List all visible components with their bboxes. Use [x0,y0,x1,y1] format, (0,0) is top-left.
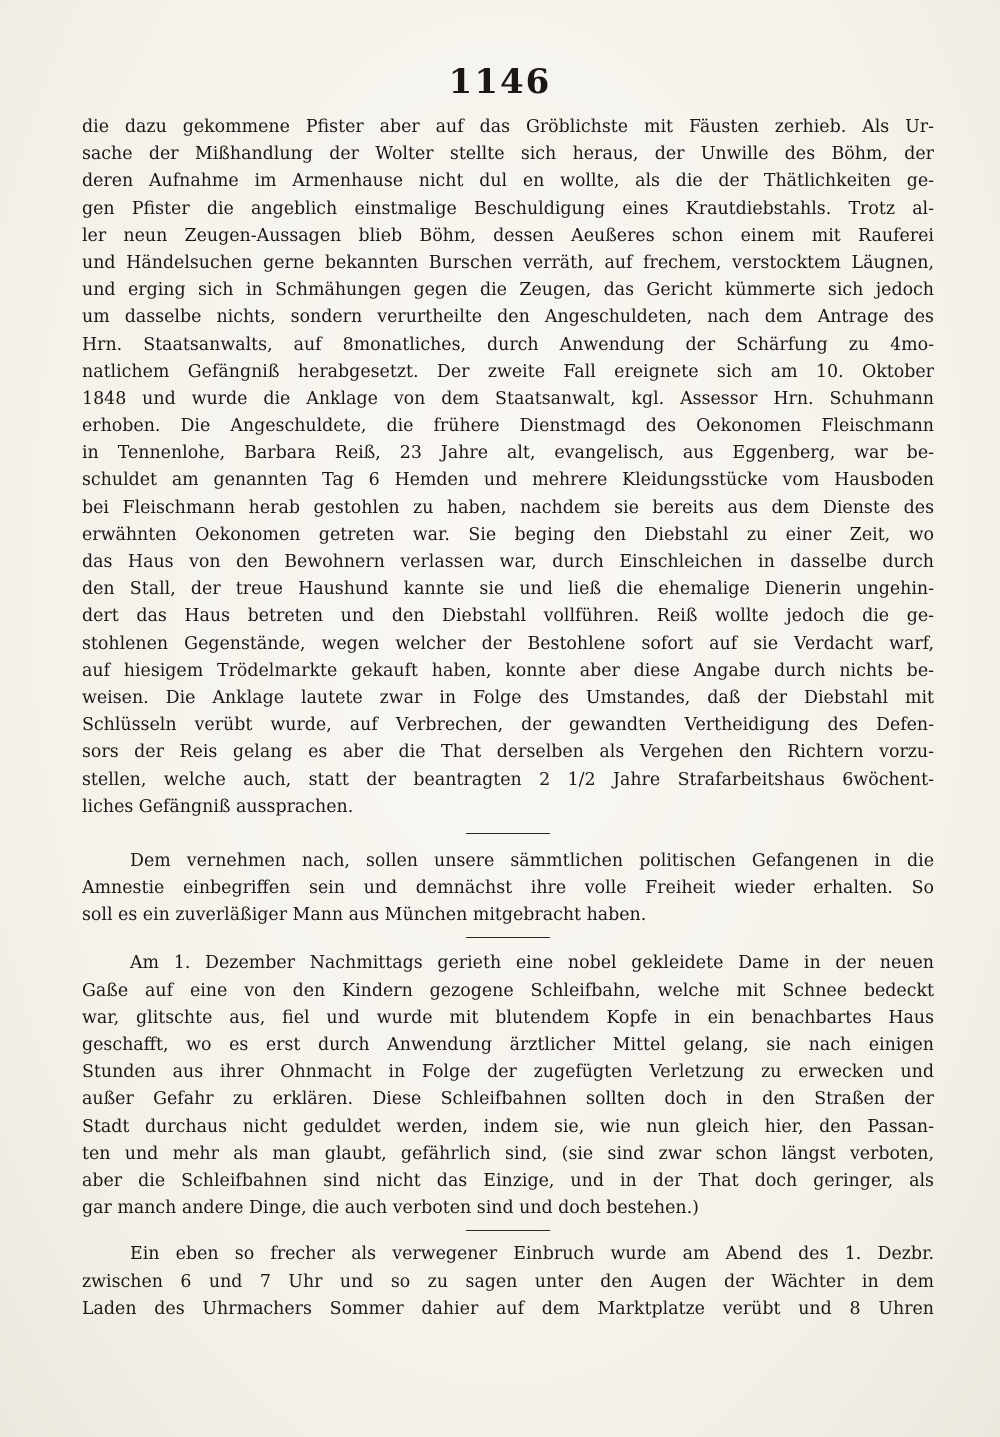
text-line: Hrn. Staatsanwalts, auf 8monatliches, durch Anwendung der Schärfung zu 4mo- [82,334,934,355]
section-divider [466,833,550,834]
text-line: und erging sich in Schmähungen gegen die Zeugen, das Gericht kümmerte sich jedoch [82,280,934,301]
paragraph-court-report [82,114,934,821]
text-line: Amnestie einbegriffen sein und demnächst ihre volle Freiheit wieder erhalten. So [82,878,934,899]
text-line: Ein eben so frecher als verwegener Einbruch wurde am Abend des 1. Dezbr. [130,1244,934,1265]
text-line: Laden des Uhrmachers Sommer dahier auf dem Marktplatze verübt und 8 Uhren [82,1298,934,1319]
text-line: erwähnten Oekonomen getreten war. Sie beging den Diebstahl zu einer Zeit, wo [82,524,934,545]
text-line: schuldet am genannten Tag 6 Hemden und mehrere Kleidungsstücke vom Hausboden [82,470,934,491]
text-line: 1848 und wurde die Anklage von dem Staatsanwalt, kgl. Assessor Hrn. Schuhmann [82,388,934,409]
text-line: dert das Haus betreten und den Diebstahl vollführen. Reiß wollte jedoch die ge- [82,606,934,627]
text-line: das Haus von den Bewohnern verlassen war, durch Einschleichen in dasselbe durch [82,552,934,572]
text-line: den Stall, der treue Haushund kannte sie und ließ die ehemalige Dienerin ungehin- [82,579,934,600]
text-line: Stadt durchaus nicht geduldet werden, indem sie, wie nun gleich hier, den Passan- [82,1116,934,1137]
text-line: in Tennenlohe, Barbara Reiß, 23 Jahre alt, evangelisch, aus Eggenberg, war be- [82,443,934,464]
text-line: weisen. Die Anklage lautete zwar in Folge des Umstandes, daß der Diebstahl mit [82,687,934,708]
text-line: auf hiesigem Trödelmarkte gekauft haben, konnte aber diese Angabe durch nichts be- [82,660,934,681]
text-line: ten und mehr als man glaubt, gefährlich sind, (sie sind zwar schon längst verboten, [82,1143,934,1164]
text-line: war, glitschte aus, fiel und wurde mit blutendem Kopfe in ein benachbartes Haus [82,1007,934,1028]
text-line: um dasselbe nichts, sondern verurtheilte den Angeschuldeten, nach dem Antrage des [82,307,934,328]
text-line: Dem vernehmen nach, sollen unsere sämmtlichen politischen Gefangenen in die [130,850,934,871]
section-divider [466,1230,550,1231]
text-line: Schlüsseln verübt wurde, auf Verbrechen, der gewandten Vertheidigung des Defen- [82,715,934,736]
text-line: die dazu gekommene Pfister aber auf das Gröblichste mit Fäusten zerhieb. Als Ur- [82,117,934,137]
text-line: und Händelsuchen gerne bekannten Burschen verräth, auf frechem, verstocktem Läugnen, [82,252,934,273]
paragraph-sled-track [82,950,934,1222]
text-line: deren Aufnahme im Armenhause nicht dul en wollte, als die der Thätlichkeiten ge- [82,171,934,192]
text-line: ler neun Zeugen-Aussagen blieb Böhm, dessen Aeußeres schon einem mit Rauferei [82,225,934,246]
text-line: stohlenen Gegenstände, wegen welcher der Bestohlene sofort auf sie Verdacht warf, [82,633,934,654]
text-line: aber die Schleifbahnen sind nicht das Einzige, und in der That doch geringer, als [82,1170,934,1191]
page-number: 1146 [448,62,552,102]
paragraph-amnesty [82,848,934,930]
text-line: stellen, welche auch, statt der beantragten 2 1/2 Jahre Strafarbeitshaus 6wöchent- [82,769,934,790]
article-body [82,114,934,1323]
text-line: Gaße auf eine von den Kindern gezogene Schleifbahn, welche mit Schnee bedeckt [82,980,934,1001]
text-line: zwischen 6 und 7 Uhr und so zu sagen unter den Augen der Wächter in dem [82,1271,934,1292]
text-line: liches Gefängniß aussprachen. [82,796,354,817]
text-line: soll es ein zuverläßiger Mann aus München mitgebracht haben. [82,905,647,926]
text-line: sache der Mißhandlung der Wolter stellte sich heraus, der Unwille des Böhm, der [82,144,934,165]
text-line: natlichem Gefängniß herabgesetzt. Der zweite Fall ereignete sich am 10. Oktober [82,361,934,382]
text-line: Stunden aus ihrer Ohnmacht in Folge der zugefügten Verletzung zu erwecken und [82,1062,934,1083]
text-line: gar manch andere Dinge, die auch verboten sind und doch bestehen.) [82,1198,699,1219]
text-line: bei Fleischmann herab gestohlen zu haben, nachdem sie bereits aus dem Dienste des [82,497,934,518]
text-line: geschafft, wo es erst durch Anwendung ärztlicher Mittel gelang, sie nach einigen [82,1035,934,1055]
section-divider [466,937,550,938]
text-line: außer Gefahr zu erklären. Diese Schleifbahnen sollten doch in den Straßen der [82,1089,934,1110]
text-line: sors der Reis gelang es aber die That derselben als Vergehen den Richtern vorzu- [82,742,934,763]
text-line: Am 1. Dezember Nachmittags gerieth eine nobel gekleidete Dame in der neuen [130,953,934,974]
text-line: gen Pfister die angeblich einstmalige Beschuldigung eines Krautdiebstahls. Trotz al- [82,198,934,219]
text-line: erhoben. Die Angeschuldete, die frühere Dienstmagd des Oekonomen Fleischmann [82,416,934,437]
paragraph-burglary [82,1241,934,1323]
